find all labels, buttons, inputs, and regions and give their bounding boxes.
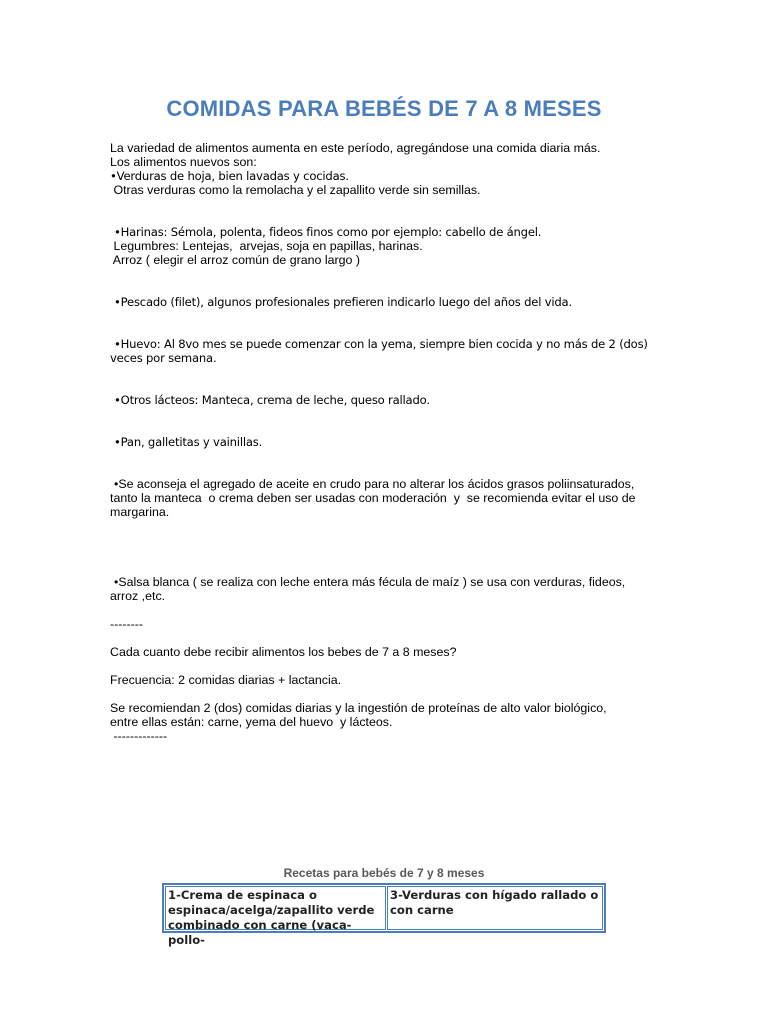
recipe-cell-2: 3-Verduras con hígado rallado o con carne bbox=[387, 886, 603, 930]
intro-line-2: Los alimentos nuevos son: bbox=[110, 155, 257, 169]
document-title: COMIDAS PARA BEBÉS DE 7 A 8 MESES bbox=[166, 96, 602, 121]
recomiendan-line-2: entre ellas están: carne, yema del huevo y lácteos. bbox=[110, 715, 393, 729]
harinas-line-1: •Harinas: Sémola, polenta, fideos finos como por ejemplo: cabello de ángel. bbox=[114, 225, 542, 239]
recipes-title: Recetas para bebés de 7 y 8 meses bbox=[283, 866, 485, 880]
salsa-line-1: •Salsa blanca ( se realiza con leche entera más fécula de maíz ) se usa con verduras, fideos, bbox=[114, 575, 626, 589]
aceite-line-2: tanto la manteca o crema deben ser usadas con moderación y se recomienda evitar el uso de bbox=[110, 491, 636, 505]
recipe-cell-1: 1-Crema de espinaca o espinaca/acelga/zapallito verde combinado con carne (vaca-pollo- bbox=[165, 886, 386, 930]
recipes-table bbox=[162, 883, 606, 947]
lacteos-line: •Otros lácteos: Manteca, crema de leche, queso rallado. bbox=[114, 393, 430, 407]
harinas-line-3: Arroz ( elegir el arroz común de grano largo ) bbox=[110, 253, 360, 267]
pescado-line: •Pescado (filet), algunos profesionales prefieren indicarlo luego del años del vida. bbox=[114, 295, 572, 309]
intro-line-3: •Verduras de hoja, bien lavadas y cocidas. bbox=[110, 169, 349, 183]
question-line: Cada cuanto debe recibir alimentos los bebes de 7 a 8 meses? bbox=[110, 645, 457, 659]
salsa-line-2: arroz ,etc. bbox=[110, 589, 166, 603]
recomiendan-line-1: Se recomiendan 2 (dos) comidas diarias y la ingestión de proteínas de alto valor biológico, bbox=[110, 701, 607, 715]
huevo-line-2: veces por semana. bbox=[110, 351, 217, 365]
separator-2: ------------- bbox=[110, 729, 168, 743]
intro-line-4: Otras verduras como la remolacha y el zapallito verde sin semillas. bbox=[110, 183, 481, 197]
document-body bbox=[110, 141, 670, 743]
frecuencia-line: Frecuencia: 2 comidas diarias + lactancia. bbox=[110, 673, 342, 687]
aceite-line-1: •Se aconseja el agregado de aceite en crudo para no alterar los ácidos grasos poliinsaturados, bbox=[114, 477, 635, 491]
separator-1: -------- bbox=[110, 617, 144, 631]
intro-line-1: La variedad de alimentos aumenta en este período, agregándose una comida diaria más. bbox=[110, 141, 601, 155]
huevo-line-1: •Huevo: Al 8vo mes se puede comenzar con la yema, siempre bien cocida y no más de 2 (dos) bbox=[114, 337, 648, 351]
harinas-line-2: Legumbres: Lentejas, arvejas, soja en papillas, harinas. bbox=[110, 239, 423, 253]
pan-line: •Pan, galletitas y vainillas. bbox=[114, 435, 263, 449]
aceite-line-3: margarina. bbox=[110, 505, 170, 519]
